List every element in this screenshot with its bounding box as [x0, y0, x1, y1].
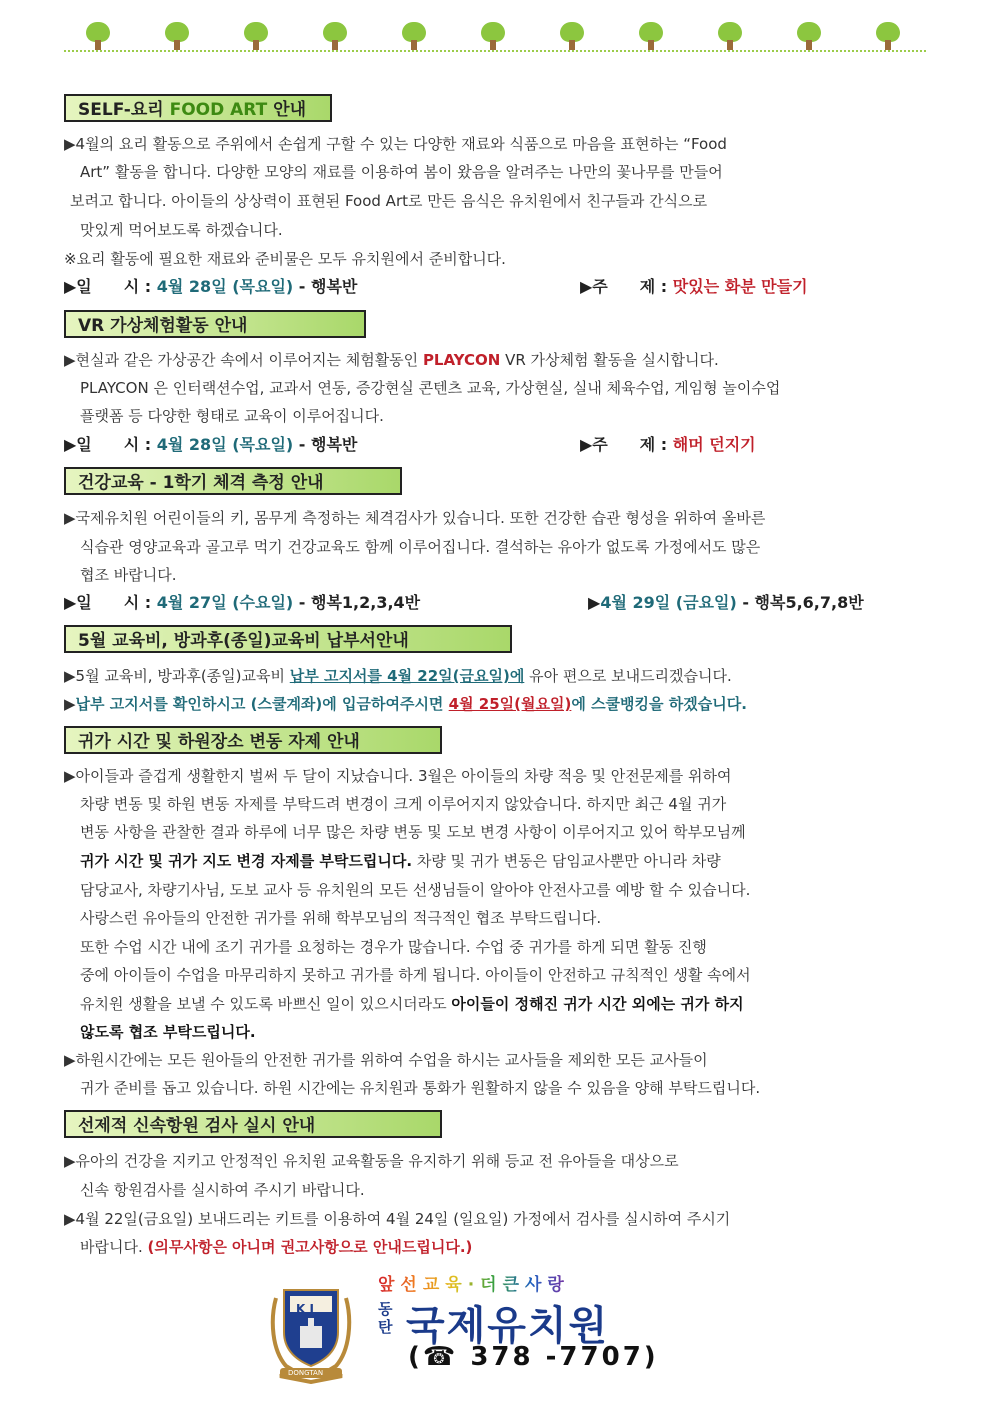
- text-part: ▶5월 교육비, 방과후(종일)교육비: [64, 667, 290, 685]
- body-line: Art” 활동을 합니다. 다양한 모양의 재료를 이용하여 봄이 왔음을 알려주는 나만의 꽃나무를 만들어: [80, 163, 723, 181]
- body-line: 식습관 영양교육과 골고루 먹기 건강교육도 함께 이루어집니다. 결석하는 유아가 없도록 가정에서도 많은: [80, 538, 761, 556]
- title-part: SELF-요리: [78, 100, 170, 120]
- body-line: [64, 847, 946, 875]
- body-line: PLAYCON 은 인터랙션수업, 교과서 연동, 증강현실 콘텐츠 교육, 가상현실, 실내 체육수업, 게임형 놀이수업: [80, 379, 781, 397]
- body-line: 협조 바랍니다.: [80, 566, 177, 584]
- text-part: 유치원 생활을 보낼 수 있도록 바쁘신 일이 있으시더라도: [80, 995, 452, 1013]
- body-line: [64, 662, 930, 690]
- body-line: ▶4월 22일(금요일) 보내드리는 키트를 이용하여 4월 24일 (일요일) 가정에서 검사를 실시하여 주시기: [64, 1210, 731, 1228]
- date-label: ▶일 시 :: [64, 435, 157, 454]
- body-line: 차량 변동 및 하원 변동 자제를 부탁드려 변경이 크게 이루어지지 않았습니다. 하지만 최근 4월 귀가: [80, 795, 727, 813]
- logo-name: 국제유치원: [406, 1303, 610, 1349]
- body-line: ▶유아의 건강을 지키고 안정적인 유치원 교육활동을 유지하기 위해 등교 전 유아들을 대상으로: [64, 1152, 679, 1170]
- shield-letters: K J: [296, 1302, 314, 1316]
- notice-highlight: 납부 고지서를 확인하시고 (스쿨계좌)에 입금하여주시면: [75, 695, 449, 713]
- date-suffix: - 행복1,2,3,4반: [293, 593, 421, 612]
- section-title-food-art: [64, 94, 332, 122]
- tree-icon: [400, 22, 428, 52]
- tree-icon: [558, 22, 586, 52]
- body-line: 않도록 협조 부탁드립니다.: [80, 1023, 256, 1041]
- tagline-text: 앞선교육·더큰사랑: [378, 1275, 570, 1295]
- topic-value: 맛있는 화분 만들기: [672, 277, 808, 296]
- date-suffix: - 행복반: [293, 435, 358, 454]
- date-suffix: - 행복반: [293, 277, 358, 296]
- bullet: ▶: [64, 695, 76, 713]
- body-line: 사랑스런 유아들의 안전한 귀가를 위해 학부모님의 적극적인 협조 부탁드립니다.: [80, 909, 602, 927]
- section-title-health: 건강교육 - 1학기 체격 측정 안내: [64, 467, 402, 495]
- body-line: 플랫폼 등 다양한 형태로 교육이 이루어집니다.: [80, 407, 384, 425]
- date-value: 4월 27일 (수요일): [156, 593, 294, 612]
- tree-icon: [795, 22, 823, 52]
- logo-tagline: [378, 1270, 570, 1295]
- section-title-rapid-test: 선제적 신속항원 검사 실시 안내: [64, 1110, 442, 1138]
- date-value: 4월 28일 (목요일): [156, 435, 294, 454]
- date-line: [64, 274, 357, 300]
- body-line: [64, 346, 930, 374]
- tree-icon: [242, 22, 270, 52]
- date-value: 4월 28일 (목요일): [156, 277, 294, 296]
- text-part: ▶현실과 같은 가상공간 속에서 이루어지는 체험활동인: [64, 351, 423, 369]
- tree-icon: [637, 22, 665, 52]
- body-line: 변동 사항을 관찰한 결과 하루에 너무 많은 차량 변동 및 도보 변경 사항이 이루어지고 있어 학부모님께: [80, 823, 746, 841]
- date-value: 4월 29일 (금요일): [600, 593, 737, 612]
- notice-highlight: 납부 고지서를 4월 22일(금요일)에: [289, 667, 525, 685]
- playcon-highlight: PLAYCON: [422, 351, 501, 369]
- topic-label: ▶주 제 :: [580, 435, 673, 454]
- tree-icon: [163, 22, 191, 52]
- section-title-tuition: 5월 교육비, 방과후(종일)교육비 납부서안내: [64, 625, 512, 653]
- body-line: ▶국제유치원 어린이들의 키, 몸무게 측정하는 체격검사가 있습니다. 또한 건강한 습관 형성을 위하여 올바른: [64, 509, 766, 527]
- tree-icon: [716, 22, 744, 52]
- topic-label: ▶주 제 :: [580, 277, 673, 296]
- section-title-pickup: 귀가 시간 및 하원장소 변동 자제 안내: [64, 726, 442, 754]
- phone-number: (☎ 378 -7707): [408, 1342, 659, 1372]
- shield-banner-text: DONGTAN: [288, 1369, 324, 1377]
- tree-border: [64, 22, 926, 56]
- advisory-note: (의무사항은 아니며 권고사항으로 안내드립니다.): [147, 1238, 473, 1256]
- date-line-2: [588, 590, 864, 616]
- topic-value: 해머 던지기: [672, 435, 756, 454]
- date-line: [64, 432, 357, 458]
- body-line: 중에 아이들이 수업을 마무리하지 못하고 귀가를 하게 됩니다. 아이들이 안전하고 규칙적인 생활 속에서: [80, 966, 751, 984]
- topic-line: [580, 432, 756, 458]
- body-line: ▶하원시간에는 모든 원아들의 안전한 귀가를 위하여 수업을 하시는 교사들을 제외한 모든 교사들이: [64, 1051, 708, 1069]
- notice-highlight: 에 스쿨뱅킹을 하겠습니다.: [571, 695, 747, 713]
- bullet: ▶: [588, 593, 601, 612]
- date-label: ▶일 시 :: [64, 277, 157, 296]
- body-line: [64, 1233, 946, 1261]
- bold-request: 귀가 시간 및 귀가 지도 변경 자제를 부탁드립니다.: [80, 852, 413, 870]
- logo-city: 동탄: [378, 1300, 393, 1336]
- bold-request: 아이들이 정해진 귀가 시간 외에는 귀가 하지: [451, 995, 744, 1013]
- title-part: 안내: [267, 100, 307, 120]
- section-title-vr: VR 가상체험활동 안내: [64, 310, 366, 338]
- body-line: 또한 수업 시간 내에 조기 귀가를 요청하는 경우가 많습니다. 수업 중 귀가를 하게 되면 활동 진행: [80, 938, 707, 956]
- note-line: ※요리 활동에 필요한 재료와 준비물은 모두 유치원에서 준비합니다.: [64, 250, 506, 268]
- tree-icon: [321, 22, 349, 52]
- topic-line: [580, 274, 808, 300]
- title-part-green: FOOD ART: [169, 100, 268, 120]
- date-line: [64, 590, 420, 616]
- body-line: 맛있게 먹어보도록 하겠습니다.: [80, 221, 283, 239]
- text-part: VR 가상체험 활동을 실시합니다.: [500, 351, 719, 369]
- text-part: 유아 편으로 보내드리겠습니다.: [524, 667, 732, 685]
- tree-icon: [874, 22, 902, 52]
- text-part: 바랍니다.: [80, 1238, 148, 1256]
- tree-icon: [84, 22, 112, 52]
- body-line: 담당교사, 차량기사님, 도보 교사 등 유치원의 모든 선생님들이 알아야 안전사고를 예방 할 수 있습니다.: [80, 881, 751, 899]
- date-highlight: 4월 25일(월요일): [448, 695, 572, 713]
- body-line: 귀가 준비를 돕고 있습니다. 하원 시간에는 유치원과 통화가 원활하지 않을 수 있음을 양해 부탁드립니다.: [80, 1079, 761, 1097]
- body-line: 신속 항원검사를 실시하여 주시기 바랍니다.: [80, 1181, 365, 1199]
- kindergarten-logo: [266, 1270, 686, 1388]
- date-label: ▶일 시 :: [64, 593, 157, 612]
- body-line: 보려고 합니다. 아이들의 상상력이 표현된 Food Art로 만든 음식은 유치원에서 친구들과 간식으로: [70, 192, 708, 210]
- text-part: 차량 및 귀가 변동은 담임교사뿐만 아니라 차량: [412, 852, 721, 870]
- tree-icon: [479, 22, 507, 52]
- body-line: ▶아이들과 즐겁게 생활한지 벌써 두 달이 지났습니다. 3월은 아이들의 차량 적응 및 안전문제를 위하여: [64, 767, 732, 785]
- date-suffix: - 행복5,6,7,8반: [736, 593, 864, 612]
- body-line: ▶4월의 요리 활동으로 주위에서 손쉽게 구할 수 있는 다양한 재료와 식품으로 마음을 표현하는 “Food: [64, 135, 727, 153]
- body-line: [64, 990, 946, 1018]
- body-line: [64, 690, 930, 718]
